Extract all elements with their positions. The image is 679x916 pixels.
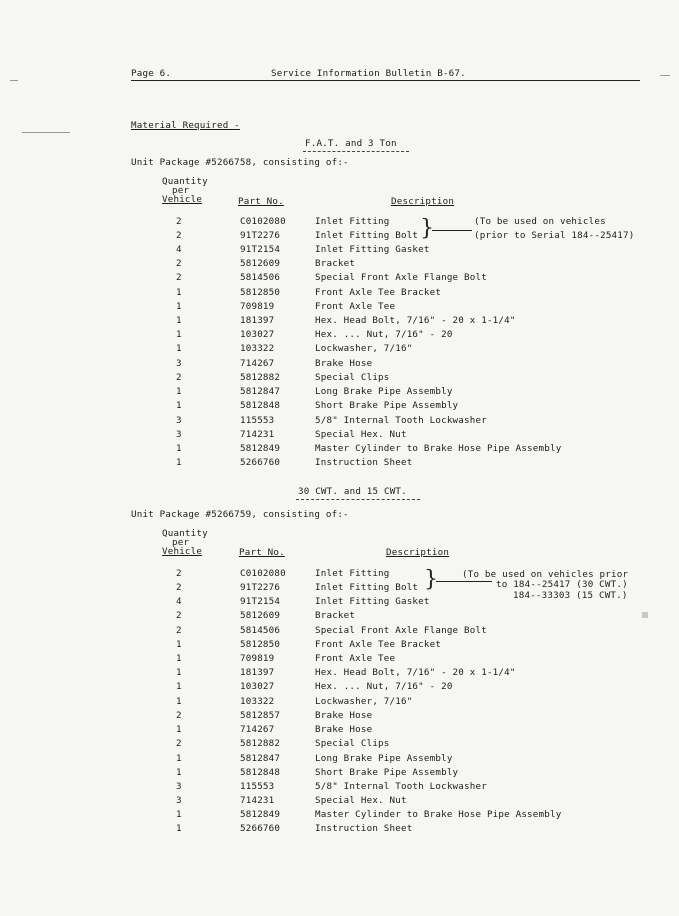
- table-row: [0, 258, 679, 272]
- part-cell: 181397: [240, 315, 275, 326]
- table-row: [0, 667, 679, 681]
- desc-cell: Brake Hose: [315, 710, 373, 721]
- table-row: [0, 457, 679, 471]
- section-title: 30 CWT. and 15 CWT.: [298, 486, 407, 497]
- table-row: [0, 610, 679, 624]
- vehicle-note: (To be used on vehicles: [474, 216, 606, 227]
- scan-mark: [660, 75, 670, 76]
- table-row: [0, 781, 679, 795]
- header-rule: [131, 80, 640, 81]
- qty-cell: 1: [176, 724, 182, 735]
- column-header-description: Description: [386, 547, 450, 558]
- qty-cell: 4: [176, 596, 182, 607]
- part-cell: 5814506: [240, 625, 281, 636]
- desc-cell: Inlet Fitting: [315, 216, 390, 227]
- qty-cell: 3: [176, 358, 182, 369]
- note-connector-line: [432, 230, 472, 231]
- part-cell: 5812847: [240, 753, 281, 764]
- page-number: Page 6.: [131, 68, 172, 79]
- table-row: [0, 372, 679, 386]
- table-row: [0, 724, 679, 738]
- table-row: [0, 639, 679, 653]
- part-cell: 103322: [240, 696, 275, 707]
- desc-cell: Inlet Fitting: [315, 568, 390, 579]
- table-row: [0, 738, 679, 752]
- qty-cell: 1: [176, 767, 182, 778]
- table-row: [0, 443, 679, 457]
- part-cell: 5812849: [240, 809, 281, 820]
- material-required-heading: [131, 120, 240, 131]
- part-cell: C0102080: [240, 568, 286, 579]
- desc-cell: Front Axle Tee: [315, 653, 396, 664]
- qty-cell: 1: [176, 639, 182, 650]
- part-cell: 5812850: [240, 639, 281, 650]
- table-row: [0, 386, 679, 400]
- desc-cell: Instruction Sheet: [315, 457, 413, 468]
- table-row: [0, 696, 679, 710]
- column-header-part-no: Part No.: [238, 196, 284, 207]
- table-row: [0, 681, 679, 695]
- column-header-description: Description: [391, 196, 455, 207]
- desc-cell: Brake Hose: [315, 724, 373, 735]
- scan-mark: [22, 132, 70, 133]
- qty-cell: 2: [176, 272, 182, 283]
- desc-cell: Short Brake Pipe Assembly: [315, 400, 459, 411]
- brace-icon: }: [424, 567, 439, 592]
- note-connector-line: [436, 581, 492, 582]
- part-cell: 714231: [240, 429, 275, 440]
- qty-cell: 2: [176, 216, 182, 227]
- bulletin-title: Service Information Bulletin B-67.: [271, 68, 466, 79]
- part-cell: 5812850: [240, 287, 281, 298]
- desc-cell: Hex. Head Bolt, 7/16" - 20 x 1-1/4": [315, 667, 516, 678]
- qty-cell: 2: [176, 258, 182, 269]
- part-cell: 709819: [240, 301, 275, 312]
- qty-cell: 1: [176, 343, 182, 354]
- table-row: [0, 315, 679, 329]
- table-row: [0, 767, 679, 781]
- desc-cell: Short Brake Pipe Assembly: [315, 767, 459, 778]
- part-cell: 91T2276: [240, 582, 281, 593]
- part-cell: 91T2154: [240, 244, 281, 255]
- unit-package-line: Unit Package #5266758, consisting of:-: [131, 157, 349, 168]
- qty-cell: 3: [176, 415, 182, 426]
- part-cell: 91T2154: [240, 596, 281, 607]
- desc-cell: Bracket: [315, 258, 356, 269]
- part-cell: 709819: [240, 653, 275, 664]
- brace-icon: }: [420, 216, 435, 241]
- vehicle-note: to 184--25417 (30 CWT.): [496, 579, 628, 590]
- desc-cell: Inlet Fitting Bolt: [315, 582, 419, 593]
- table-row: [0, 301, 679, 315]
- desc-cell: Special Clips: [315, 372, 390, 383]
- qty-cell: 1: [176, 696, 182, 707]
- qty-cell: 1: [176, 386, 182, 397]
- unit-package-line: Unit Package #5266759, consisting of:-: [131, 509, 349, 520]
- qty-cell: 1: [176, 443, 182, 454]
- table-row: [0, 244, 679, 258]
- desc-cell: 5/8" Internal Tooth Lockwasher: [315, 781, 487, 792]
- scan-mark: [10, 80, 18, 81]
- table-row: [0, 809, 679, 823]
- qty-cell: 1: [176, 287, 182, 298]
- qty-cell: 1: [176, 667, 182, 678]
- desc-cell: 5/8" Internal Tooth Lockwasher: [315, 415, 487, 426]
- desc-cell: Inlet Fitting Gasket: [315, 596, 430, 607]
- qty-cell: 1: [176, 329, 182, 340]
- table-row: [0, 287, 679, 301]
- desc-cell: Special Hex. Nut: [315, 429, 407, 440]
- qty-cell: 2: [176, 710, 182, 721]
- column-header-part-no: Part No.: [239, 547, 285, 558]
- table-row: [0, 272, 679, 286]
- table-row: [0, 753, 679, 767]
- part-cell: 103027: [240, 329, 275, 340]
- qty-cell: 3: [176, 781, 182, 792]
- part-cell: 115553: [240, 781, 275, 792]
- desc-cell: Hex. Head Bolt, 7/16" - 20 x 1-1/4": [315, 315, 516, 326]
- part-cell: 5812609: [240, 258, 281, 269]
- part-cell: 714267: [240, 724, 275, 735]
- part-cell: 103027: [240, 681, 275, 692]
- part-cell: 5814506: [240, 272, 281, 283]
- qty-cell: 1: [176, 681, 182, 692]
- part-cell: 5812848: [240, 767, 281, 778]
- part-cell: 5812882: [240, 738, 281, 749]
- qty-cell: 1: [176, 315, 182, 326]
- part-cell: 115553: [240, 415, 275, 426]
- column-header-quantity: Quantity per Vehicle: [162, 528, 208, 557]
- qty-cell: 3: [176, 795, 182, 806]
- qty-cell: 2: [176, 568, 182, 579]
- qty-cell: 1: [176, 653, 182, 664]
- table-row: [0, 400, 679, 414]
- desc-cell: Hex. ... Nut, 7/16" - 20: [315, 681, 453, 692]
- table-row: [0, 795, 679, 809]
- table-row: [0, 823, 679, 837]
- table-row: [0, 625, 679, 639]
- desc-cell: Special Hex. Nut: [315, 795, 407, 806]
- qty-cell: 2: [176, 230, 182, 241]
- title-underline: [296, 499, 420, 500]
- part-cell: 714231: [240, 795, 275, 806]
- desc-cell: Front Axle Tee: [315, 301, 396, 312]
- vehicle-note: (prior to Serial 184--25417): [474, 230, 635, 241]
- desc-cell: Instruction Sheet: [315, 823, 413, 834]
- desc-cell: Special Front Axle Flange Bolt: [315, 625, 487, 636]
- desc-cell: Lockwasher, 7/16": [315, 343, 413, 354]
- part-cell: 91T2276: [240, 230, 281, 241]
- qty-cell: 1: [176, 301, 182, 312]
- part-cell: 5812848: [240, 400, 281, 411]
- table-row: [0, 343, 679, 357]
- part-cell: 5812609: [240, 610, 281, 621]
- table-row: [0, 358, 679, 372]
- qty-cell: 2: [176, 582, 182, 593]
- desc-cell: Lockwasher, 7/16": [315, 696, 413, 707]
- qty-cell: 1: [176, 809, 182, 820]
- part-cell: 181397: [240, 667, 275, 678]
- desc-cell: Long Brake Pipe Assembly: [315, 753, 453, 764]
- qty-cell: 2: [176, 738, 182, 749]
- part-cell: C0102080: [240, 216, 286, 227]
- desc-cell: Front Axle Tee Bracket: [315, 287, 442, 298]
- qty-cell: 1: [176, 753, 182, 764]
- qty-cell: 2: [176, 625, 182, 636]
- desc-cell: Brake Hose: [315, 358, 373, 369]
- desc-cell: Bracket: [315, 610, 356, 621]
- title-underline: [303, 151, 409, 152]
- part-cell: 5812847: [240, 386, 281, 397]
- section-title: F.A.T. and 3 Ton: [305, 138, 397, 149]
- part-cell: 5812857: [240, 710, 281, 721]
- table-row: [0, 329, 679, 343]
- qty-cell: 1: [176, 823, 182, 834]
- part-cell: 103322: [240, 343, 275, 354]
- desc-cell: Master Cylinder to Brake Hose Pipe Assembly: [315, 809, 562, 820]
- desc-cell: Front Axle Tee Bracket: [315, 639, 442, 650]
- vehicle-note: (To be used on vehicles prior: [462, 569, 629, 580]
- desc-cell: Master Cylinder to Brake Hose Pipe Assembly: [315, 443, 562, 454]
- desc-cell: Inlet Fitting Bolt: [315, 230, 419, 241]
- qty-cell: 3: [176, 429, 182, 440]
- part-cell: 714267: [240, 358, 275, 369]
- part-cell: 5266760: [240, 823, 281, 834]
- desc-cell: Special Clips: [315, 738, 390, 749]
- part-cell: 5812849: [240, 443, 281, 454]
- qty-cell: 1: [176, 457, 182, 468]
- vehicle-note: 184--33303 (15 CWT.): [513, 590, 628, 601]
- material-required-label: Material Required -: [131, 120, 240, 131]
- table-row: [0, 429, 679, 443]
- table-row: [0, 710, 679, 724]
- table-row: [0, 415, 679, 429]
- column-header-quantity: Quantity per Vehicle: [162, 176, 208, 205]
- qty-cell: 2: [176, 372, 182, 383]
- part-cell: 5266760: [240, 457, 281, 468]
- table-row: [0, 653, 679, 667]
- qty-cell: 4: [176, 244, 182, 255]
- desc-cell: Special Front Axle Flange Bolt: [315, 272, 487, 283]
- desc-cell: Long Brake Pipe Assembly: [315, 386, 453, 397]
- qty-cell: 2: [176, 610, 182, 621]
- qty-cell: 1: [176, 400, 182, 411]
- desc-cell: Inlet Fitting Gasket: [315, 244, 430, 255]
- desc-cell: Hex. ... Nut, 7/16" - 20: [315, 329, 453, 340]
- part-cell: 5812882: [240, 372, 281, 383]
